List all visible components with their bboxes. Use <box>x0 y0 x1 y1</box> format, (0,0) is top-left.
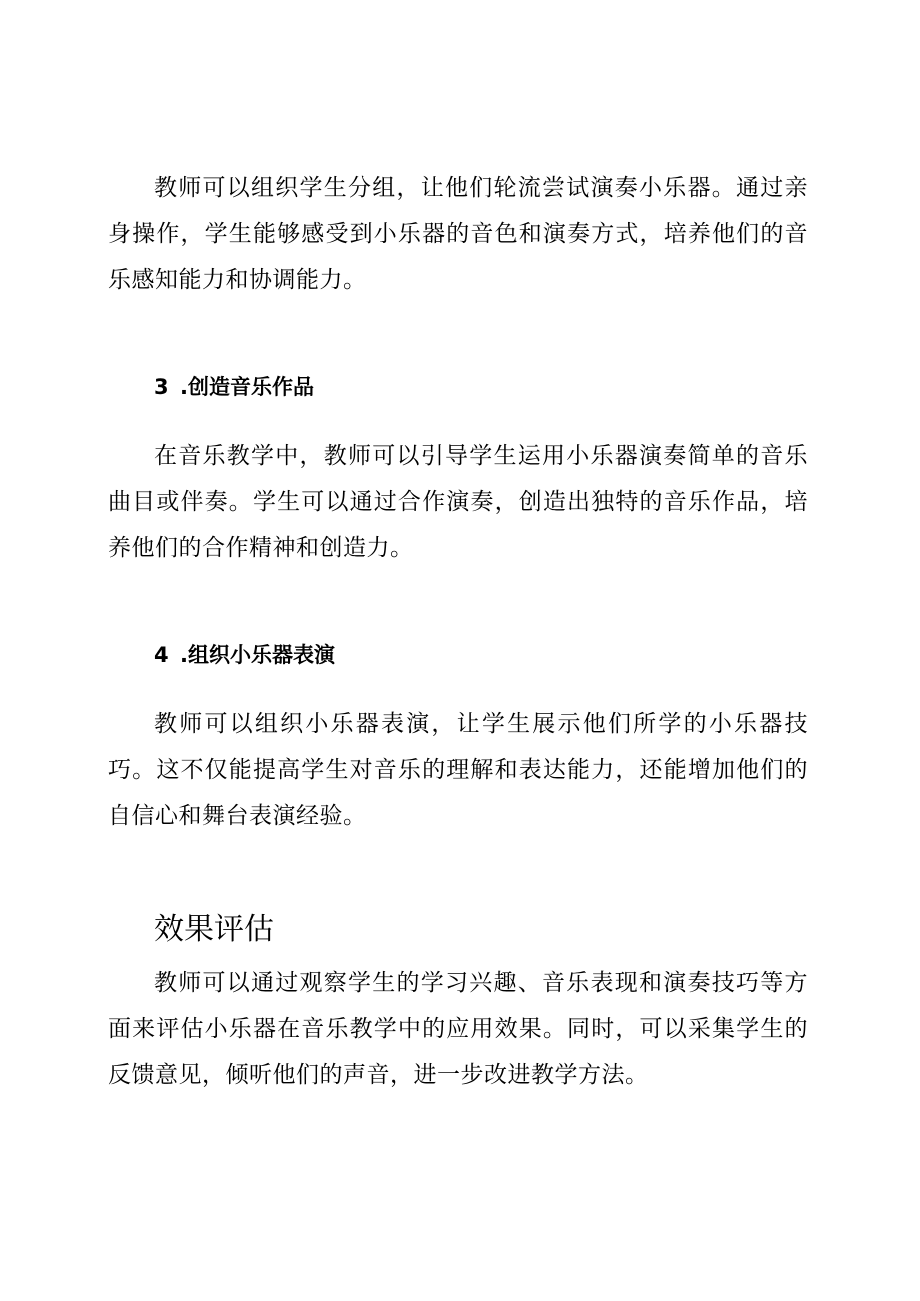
subheading-performance <box>154 640 335 670</box>
subheading-number: 4 <box>154 643 169 667</box>
paragraph-evaluation: 教师可以通过观察学生的学习兴趣、音乐表现和演奏技巧等方面来评估小乐器在音乐教学中的应用效果。同时，可以采集学生的反馈意见，倾听他们的声音，进一步改进教学方法。 <box>108 970 808 1088</box>
subheading-number: 3 <box>154 375 169 399</box>
paragraph-group-practice: 教师可以组织学生分组，让他们轮流尝试演奏小乐器。通过亲身操作，学生能够感受到小乐器的音色和演奏方式，培养他们的音乐感知能力和协调能力。 <box>108 175 808 293</box>
paragraph-create-music: 在音乐教学中，教师可以引导学生运用小乐器演奏简单的音乐曲目或伴奏。学生可以通过合作演奏，创造出独特的音乐作品，培养他们的合作精神和创造力。 <box>108 443 808 561</box>
subheading-text: .创造音乐作品 <box>180 375 314 399</box>
subheading-text: .组织小乐器表演 <box>180 643 335 667</box>
paragraph-performance: 教师可以组织小乐器表演，让学生展示他们所学的小乐器技巧。这不仅能提高学生对音乐的理解和表达能力，还能增加他们的自信心和舞台表演经验。 <box>108 711 808 829</box>
subheading-create-music <box>154 372 314 402</box>
section-title-evaluation: 效果评估 <box>154 912 274 947</box>
